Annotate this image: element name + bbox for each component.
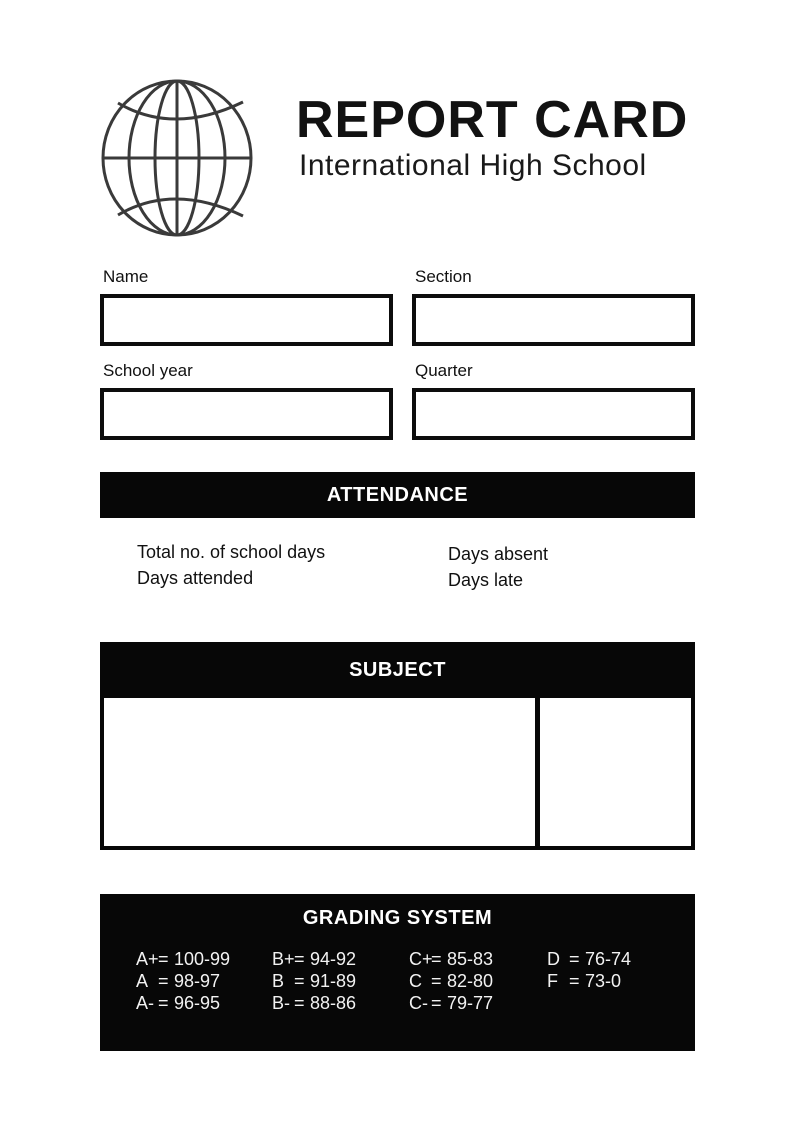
grading-column-a: [136, 948, 230, 1014]
grade-letter: C+: [409, 949, 433, 969]
globe-icon: [100, 78, 254, 238]
equals-sign: =: [431, 971, 442, 991]
grade-letter: B: [272, 971, 285, 991]
grade-range: 85-83: [447, 949, 494, 969]
section-label: Section: [415, 267, 472, 286]
school-year-input[interactable]: [100, 388, 393, 440]
grade-row: [409, 992, 493, 1014]
grade-row: [136, 970, 230, 992]
attendance-banner: [100, 472, 695, 518]
page-title: REPORT CARD: [296, 91, 689, 149]
grade-letter: C: [409, 971, 422, 991]
grade-letter: A+: [136, 949, 159, 969]
grade-row: [547, 948, 631, 970]
equals-sign: =: [158, 949, 169, 969]
grade-letter: D: [547, 949, 560, 969]
grade-row: [136, 948, 230, 970]
grade-range: 79-77: [447, 993, 494, 1013]
section-input[interactable]: [412, 294, 695, 346]
grading-panel: [100, 894, 695, 1051]
grade-range: 76-74: [585, 949, 632, 969]
grading-column-df: [547, 948, 631, 992]
grade-letter: B-: [272, 993, 290, 1013]
subject-table: [100, 642, 695, 850]
grade-letter: A: [136, 971, 149, 991]
equals-sign: =: [431, 949, 442, 969]
name-input[interactable]: [100, 294, 393, 346]
grade-row: [272, 992, 356, 1014]
equals-sign: =: [158, 993, 169, 1013]
quarter-input[interactable]: [412, 388, 695, 440]
days-absent-label: Days absent: [448, 544, 549, 564]
grade-range: 88-86: [310, 993, 357, 1013]
grade-row: [409, 970, 493, 992]
grade-row: [136, 992, 230, 1014]
subject-grade-cell[interactable]: [540, 698, 691, 846]
school-year-label: School year: [103, 361, 193, 380]
total-school-days-label: Total no. of school days: [137, 542, 326, 562]
grade-range: 91-89: [310, 971, 357, 991]
grade-letter: F: [547, 971, 558, 991]
equals-sign: =: [294, 949, 305, 969]
equals-sign: =: [569, 949, 580, 969]
attendance-left-column: [137, 539, 325, 591]
grading-heading: GRADING SYSTEM: [302, 907, 493, 929]
grade-range: 98-97: [174, 971, 221, 991]
days-attended-label: Days attended: [137, 568, 254, 588]
school-name: International High School: [299, 149, 647, 182]
subject-heading: SUBJECT: [349, 658, 446, 681]
equals-sign: =: [569, 971, 580, 991]
grade-letter: B+: [272, 949, 295, 969]
grade-range: 82-80: [447, 971, 494, 991]
equals-sign: =: [294, 993, 305, 1013]
attendance-right-column: [448, 541, 548, 593]
grade-letter: C-: [409, 993, 428, 1013]
grade-row: [547, 970, 631, 992]
grading-column-c: [409, 948, 493, 1014]
grade-range: 100-99: [174, 949, 231, 969]
quarter-label: Quarter: [415, 361, 473, 380]
subject-list-cell[interactable]: [104, 698, 535, 846]
grading-column-b: [272, 948, 356, 1014]
equals-sign: =: [431, 993, 442, 1013]
days-late-label: Days late: [448, 570, 524, 590]
name-label: Name: [103, 267, 149, 286]
attendance-heading: ATTENDANCE: [326, 483, 469, 506]
grade-row: [272, 948, 356, 970]
subject-body: [100, 698, 695, 850]
grade-row: [409, 948, 493, 970]
grade-letter: A-: [136, 993, 154, 1013]
grade-range: 94-92: [310, 949, 357, 969]
grade-range: 73-0: [585, 971, 622, 991]
grade-range: 96-95: [174, 993, 221, 1013]
equals-sign: =: [294, 971, 305, 991]
equals-sign: =: [158, 971, 169, 991]
grade-row: [272, 970, 356, 992]
subject-header: [100, 642, 695, 698]
